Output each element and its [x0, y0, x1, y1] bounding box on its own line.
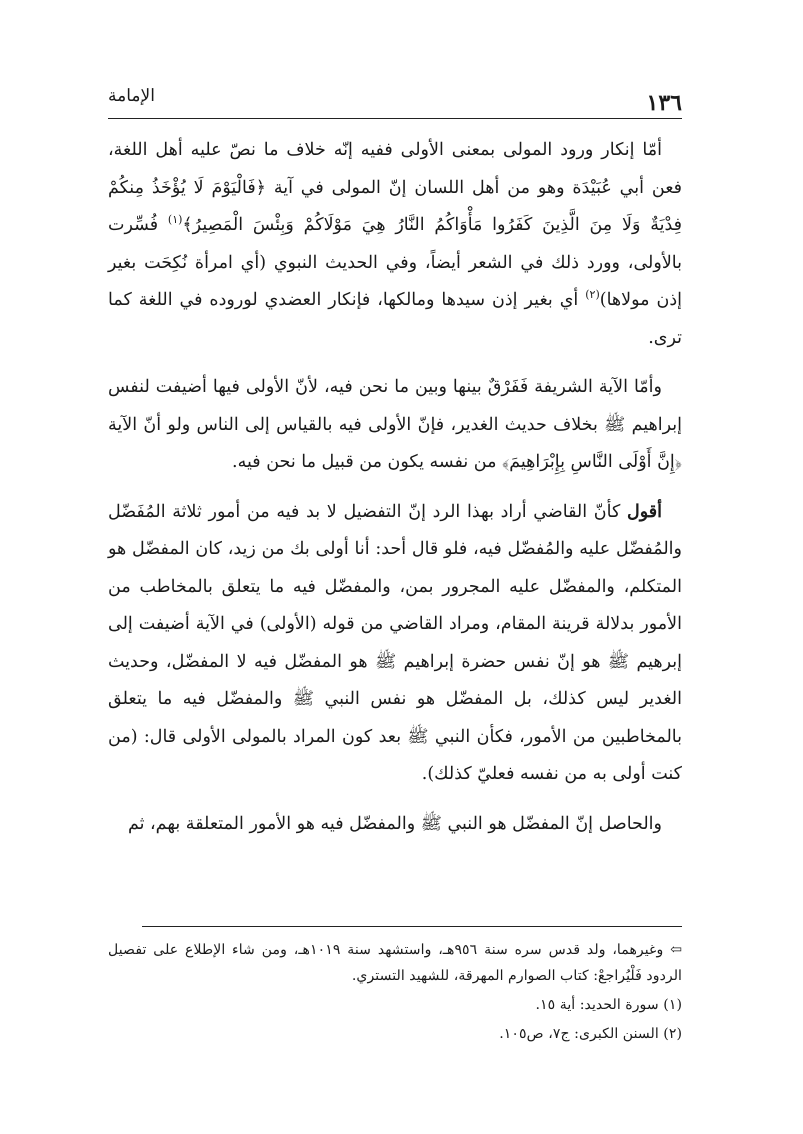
- footnote-2: (٢) السنن الكبرى: ج٧، ص١٠٥.: [499, 1026, 682, 1042]
- paragraph-1-text-a: أمّا إنكار ورود المولى بمعنى الأولى ففيه إنّه خلاف ما نصّ عليه أهل اللغة، فعن أبي عُبَيْدَة وهو من أهل اللسان إنّ المولى في آية ﴿فَالْيَوْمَ لَا يُؤْخَذُ مِنكُمْ فِدْيَةٌ وَلَا مِنَ الَّذِينَ كَفَرُوا مَأْوَاكُمُ النَّارُ هِيَ مَوْلَاكُمْ وَبِئْسَ الْمَصِيرُ﴾: [108, 140, 682, 235]
- footnote-1: (١) سورة الحديد: أية ١٥.: [535, 997, 682, 1013]
- paragraph-3-lead: أقول: [627, 501, 662, 522]
- paragraph-3-text: كأنّ القاضي أراد بهذا الرد إنّ التفضيل لا بد فيه من أمور ثلاثة المُفَضّل والمُفضّل عليه والمُفضّل فيه، فلو قال أحد: أنا أولى بك من زيد، كان المفضّل هو المتكلم، والمفضّل عليه المجرور بمن، والمفضّل فيه ما يتعلق بالمخاطب من الأمور بدلالة قرينة المقام، ومراد القاضي من قوله (الأولى) في الآية أضيفت إلى إبرهيم ﷺ هو إنّ نفس حضرة إبراهيم ﷺ هو المفضّل فيه لا المفضّل، وحديث الغدير ليس كذلك، بل المفضّل هو نفس النبي ﷺ والمفضّل فيه ما يتعلق بالمخاطبين من الأمور، فكأن النبي ﷺ بعد كون المراد بالمولى الأولى قال: (من كنت أولى به من نفسه فعليّ كذلك).: [108, 501, 682, 784]
- paragraph-1: [108, 132, 682, 357]
- paragraph-4: والحاصل إنّ المفضّل هو النبي ﷺ والمفضّل فيه هو الأمور المتعلقة بهم، ثم: [127, 813, 662, 834]
- main-text: [108, 132, 682, 843]
- footnote-rule: [142, 926, 682, 927]
- paragraph-1-text-c: أي بغير إذن سيدها ومالكها، فإنكار العضدي لوروده في اللغة كما ترى.: [108, 290, 682, 348]
- header-rule: [108, 118, 682, 119]
- footnote-ref-1[interactable]: (١): [167, 213, 183, 227]
- paragraph-3: [108, 494, 682, 794]
- paragraph-1-text-b: فُسِّرت بالأولى، وورد ذلك في الشعر أيضاً، وفي الحديث النبوي (أي امرأة نُكِحَت بغير إذن مولاها): [108, 215, 682, 310]
- footnote-continued: ⇦ وغيرهما، ولد قدس سره سنة ٩٥٦هـ، واستشهد سنة ١٠١٩هـ، ومن شاء الإطلاع على تفصيل الردود فَلْيُراجعْ: كتاب الصوارم المهرقة، للشهيد التستري.: [108, 942, 682, 984]
- paragraph-2: وأمّا الآية الشريفة فَفَرْقٌ بينها وبين ما نحن فيه، لأنّ الأولى فيها أضيفت لنفس إبراهيم ﷺ بخلاف حديث الغدير، فإنّ الأولى فيه بالقياس إلى الناس ولو أنّ الآية ﴿إِنَّ أَوْلَى النَّاسِ بِإِبْرَاهِيمَ﴾ من نفسه يكون من قبيل ما نحن فيه.: [108, 377, 682, 472]
- page-header: [108, 82, 682, 116]
- footnotes: [108, 937, 682, 1047]
- page-number: ١٣٦: [646, 90, 682, 116]
- footnote-ref-2[interactable]: (٢): [585, 288, 600, 302]
- running-title: الإمامة: [108, 86, 155, 106]
